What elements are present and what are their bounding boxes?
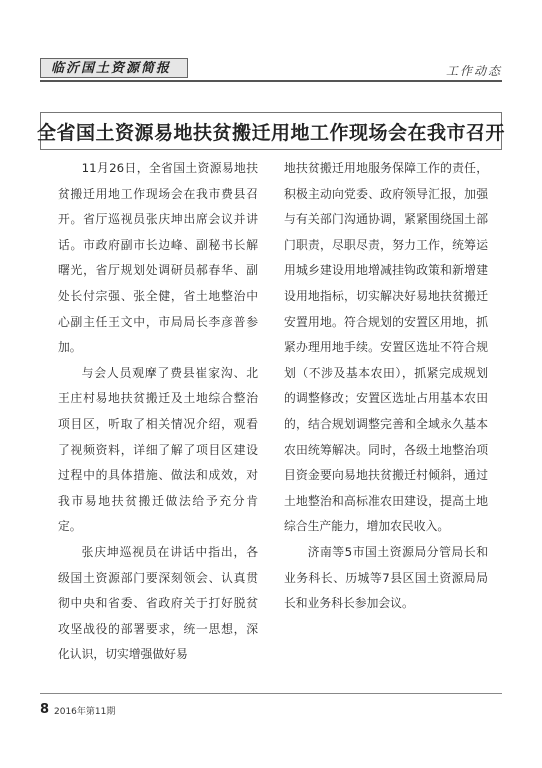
article-title: 全省国土资源易地扶贫搬迁用地工作现场会在我市召开 xyxy=(37,121,506,144)
paragraph: 张庆坤巡视员在讲话中指出，各级国土资源部门要深刻领会、认真贯彻中央和省委、省政府关于打好脱贫攻坚战役的部署要求，统一思想，深化认识，切实增强做好易 xyxy=(58,544,258,662)
section-label: 工作动态 xyxy=(445,64,502,78)
paragraph: 与会人员观摩了费县崔家沟、北王庄村易地扶贫搬迁及土地综合整治项目区，听取了相关情况介绍，观看了视频资料，详细了解了项目区建设过程中的具体措施、做法和成效，对我市易地扶贫搬迁做法给予充分肯定。 xyxy=(58,365,258,534)
header-rule xyxy=(40,80,502,82)
paragraph: 地扶贫搬迁用地服务保障工作的责任，积极主动向党委、政府领导汇报，加强与有关部门沟通协调，紧紧围绕国土部门职责，尽职尽责，努力工作，统筹运用城乡建设用地增减挂钩政策和新增建设用地指标，切实解决好易地扶贫搬迁安置用地。符合规划的安置区用地，抓紧办理用地手续。安置区选址不符合规划（不涉及基本农田），抓紧完成规划的调整修改；安置区选址占用基本农田的，结合规划调整完善和全域永久基本农田统筹解决。同时，各级土地整治项目资金要向易地扶贫搬迁村倾斜，通过土地整治和高标准农田建设，提高土地综合生产能力，增加农民收入。 xyxy=(284,161,488,534)
page-number: 8 xyxy=(40,702,50,717)
page-header xyxy=(40,58,502,82)
paragraph: 济南等5市国土资源局分管局长和业务科长、历城等7县区国土资源局局长和业务科长参加会议。 xyxy=(284,544,488,611)
article-column-right xyxy=(284,156,488,617)
publication-masthead: 临沂国土资源简报 xyxy=(40,58,188,78)
paragraph: 11月26日，全省国土资源易地扶贫搬迁用地工作现场会在我市费县召开。省厅巡视员张庆坤出席会议并讲话。市政府副市长边峰、副秘书长解曙光，省厅规划处调研员郝春华、副处长付宗强、张全健，省土地整治中心副主任王文中，市局局长李彦普参加。 xyxy=(58,161,258,355)
issue-label: 2016年第11期 xyxy=(54,707,116,717)
footer-rule xyxy=(40,693,502,694)
article-column-left xyxy=(58,156,258,668)
article-title-box xyxy=(37,112,506,150)
